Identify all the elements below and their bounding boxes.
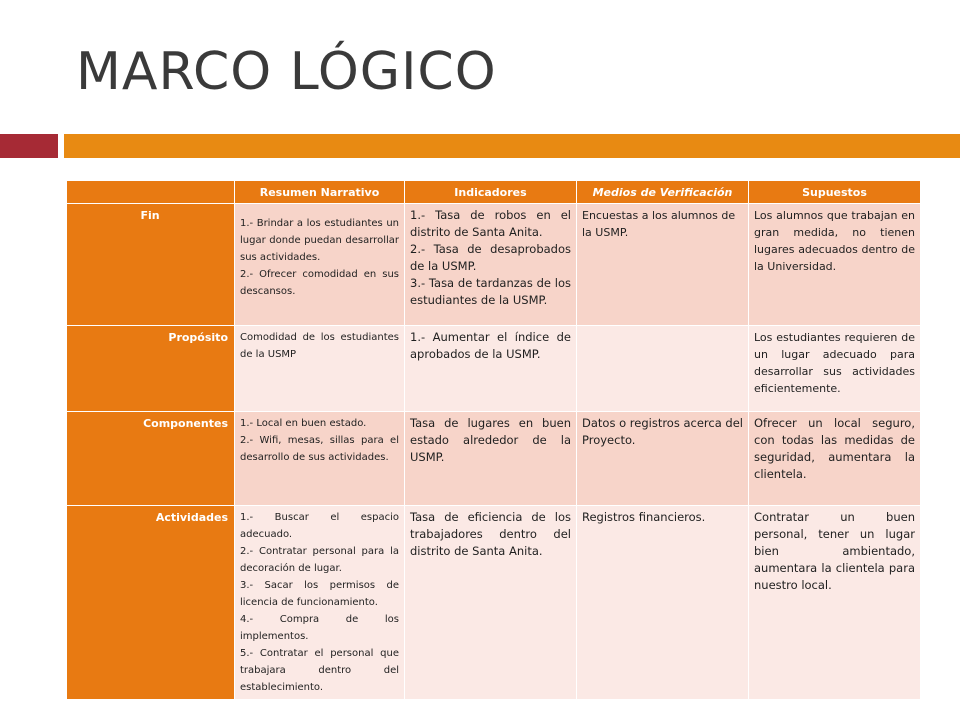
row-label-actividades: Actividades [67,506,235,700]
row-label-proposito: Propósito [67,326,235,412]
table-row-fin [67,204,921,326]
slide-title: MARCO LÓGICO [76,42,497,102]
proposito-indicador-1: 1.- Aumentar el índice de aprobados de la USMP. [410,330,571,361]
cell-actividades-indicadores [405,506,577,700]
cell-componentes-supuestos: Ofrecer un local seguro, con todas las medidas de seguridad, aumentara la clientela. [749,412,921,506]
header-indicadores: Indicadores [405,181,577,204]
componentes-resumen-1: 1.- Local en buen estado. [240,418,367,429]
actividades-resumen-1: 1.- Buscar el espacio adecuado. [240,512,399,540]
actividades-resumen-5: 5.- Contratar el personal que trabajara dentro del establecimiento. [240,648,399,693]
title-accent-bar-orange [64,134,960,158]
row-label-fin: Fin [67,204,235,326]
cell-proposito-medios [577,326,749,412]
proposito-resumen-1: Comodidad de los estudiantes de la USMP [240,332,399,360]
cell-componentes-indicadores [405,412,577,506]
actividades-resumen-3: 3.- Sacar los permisos de licencia de funcionamiento. [240,580,399,608]
fin-resumen-1: 1.- Brindar a los estudiantes un lugar donde puedan desarrollar sus actividades. [240,218,399,263]
cell-actividades-supuestos: Contratar un buen personal, tener un lugar bien ambientado, aumentara la clientela para nuestro local. [749,506,921,700]
cell-proposito-resumen [235,326,405,412]
cell-fin-supuestos: Los alumnos que trabajan en gran medida, no tienen lugares adecuados dentro de la Universidad. [749,204,921,326]
table-row-actividades [67,506,921,700]
cell-componentes-medios: Datos o registros acerca del Proyecto. [577,412,749,506]
table-header-row [67,181,921,204]
cell-proposito-supuestos: Los estudiantes requieren de un lugar adecuado para desarrollar sus actividades eficientemente. [749,326,921,412]
cell-fin-resumen [235,204,405,326]
cell-fin-medios: Encuestas a los alumnos de la USMP. [577,204,749,326]
cell-actividades-resumen [235,506,405,700]
table-row-proposito [67,326,921,412]
header-corner [67,181,235,204]
componentes-resumen-2: 2.- Wifi, mesas, sillas para el desarrollo de sus actividades. [240,435,399,463]
componentes-indicador-1: Tasa de lugares en buen estado alrededor de la USMP. [410,416,571,464]
row-label-componentes: Componentes [67,412,235,506]
cell-componentes-resumen [235,412,405,506]
header-resumen-narrativo: Resumen Narrativo [235,181,405,204]
actividades-resumen-2: 2.- Contratar personal para la decoración de lugar. [240,546,399,574]
header-supuestos: Supuestos [749,181,921,204]
table-row-componentes [67,412,921,506]
fin-indicador-1: 1.- Tasa de robos en el distrito de Santa Anita. [410,208,571,239]
title-accent-bar-red [0,134,58,158]
cell-proposito-indicadores [405,326,577,412]
header-medios-verificacion: Medios de Verificación [577,181,749,204]
fin-resumen-2: 2.- Ofrecer comodidad en sus descansos. [240,269,399,297]
actividades-resumen-4: 4.- Compra de los implementos. [240,614,399,642]
cell-actividades-medios: Registros financieros. [577,506,749,700]
fin-indicador-2: 2.- Tasa de desaprobados de la USMP. [410,242,571,273]
cell-fin-indicadores [405,204,577,326]
actividades-indicador-1: Tasa de eficiencia de los trabajadores dentro del distrito de Santa Anita. [410,510,571,558]
logical-framework-table [66,180,921,700]
fin-indicador-3: 3.- Tasa de tardanzas de los estudiantes de la USMP. [410,276,571,307]
